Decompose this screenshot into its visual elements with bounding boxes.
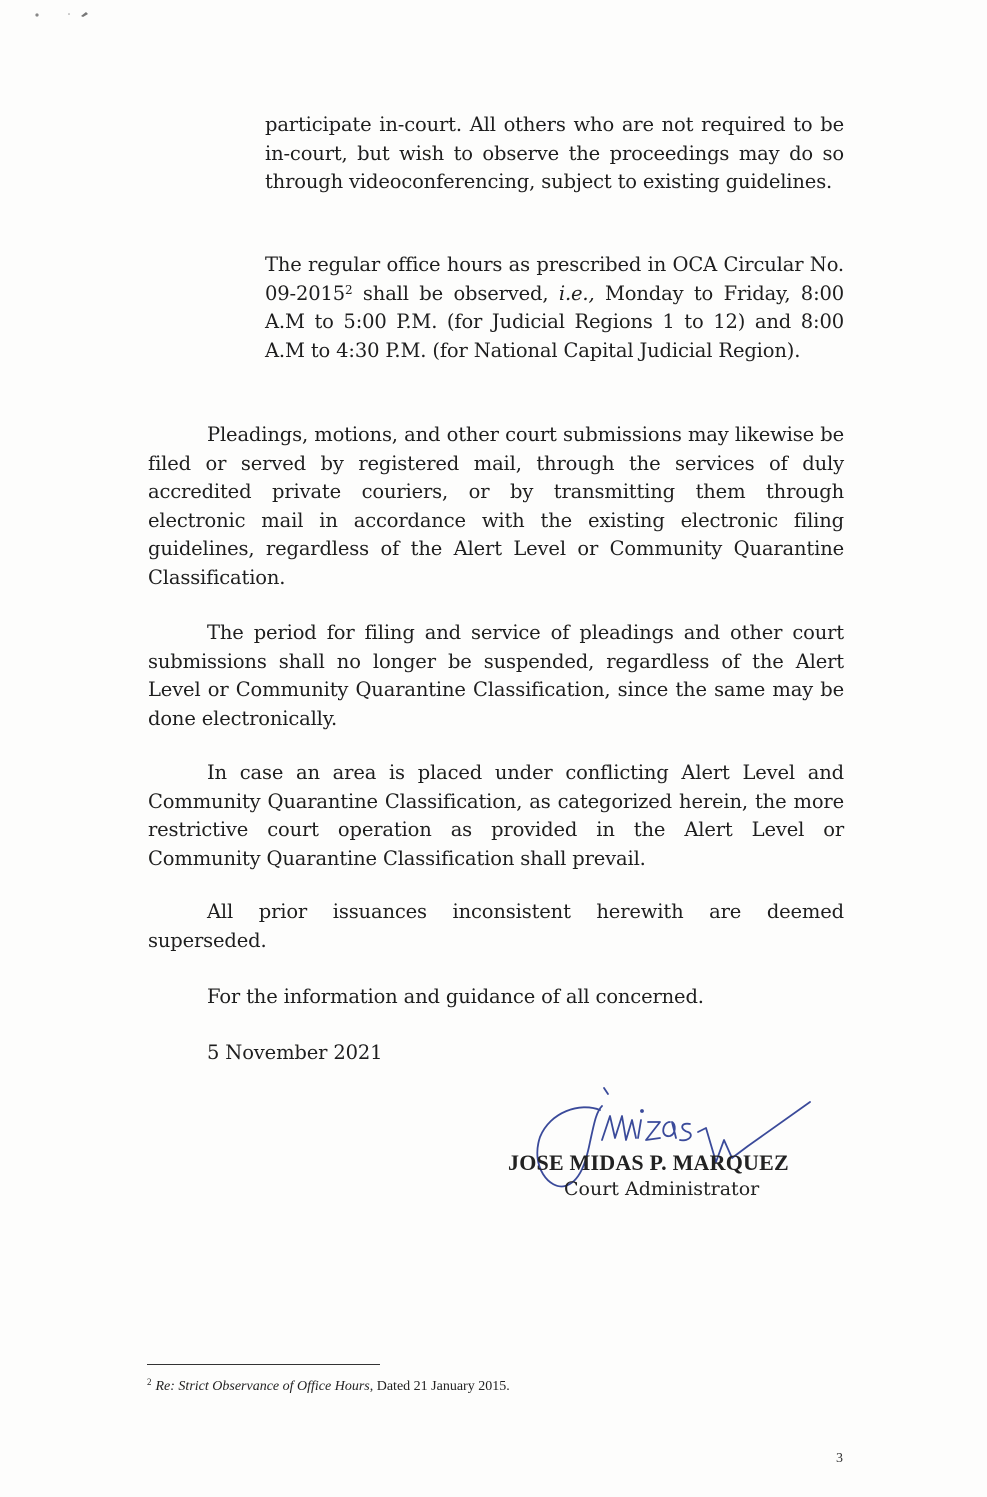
office-hours-text-a: The regular office hours as prescribed in OCA Circular No. 09-2015 xyxy=(265,253,844,305)
paragraph-closing: For the information and guidance of all concerned. xyxy=(207,985,704,1008)
scan-speck-marks xyxy=(30,8,100,22)
paragraph-superseded: All prior issuances inconsistent herewith are deemed superseded. xyxy=(148,900,844,952)
document-date: 5 November 2021 xyxy=(207,1041,383,1064)
footnote-marker: 2 xyxy=(147,1377,152,1387)
paragraph-office-hours xyxy=(265,251,844,365)
footnote-reference[interactable]: 2 xyxy=(344,282,353,297)
footnote-title: Re: Strict Observance of Office Hours xyxy=(155,1379,370,1394)
office-hours-ie: i.e., xyxy=(558,281,595,305)
footnote-separator xyxy=(147,1364,380,1365)
office-hours-text-c: Monday to Friday, 8:00 A.M to 5:00 P.M. (for Judicial Regions 1 to 12) and 8:00 A.M to 4:30 P.M. (for National Capital Judicial Region). xyxy=(265,281,844,362)
paragraph-pleadings-filing: Pleadings, motions, and other court submissions may likewise be filed or served by registered mail, through the services of duly accredited private couriers, or by transmitting them through electronic mail in accordance with the existing electronic filing guidelines, regardless of the Alert Level or Community Quarantine Classification. xyxy=(148,423,844,589)
signatory-name: JOSE MIDAS P. MARQUEZ xyxy=(508,1150,789,1175)
paragraph-virtual-observation: participate in-court. All others who are not required to be in-court, but wish to observe the proceedings may do so through videoconferencing, subject to existing guidelines. xyxy=(265,113,844,194)
paragraph-conflicting-classification: In case an area is placed under conflicting Alert Level and Community Quarantine Classification, as categorized herein, the more restrictive court operation as provided in the Alert Level or Community Quarantine Classification shall prevail. xyxy=(148,761,844,870)
paragraph-filing-period: The period for filing and service of pleadings and other court submissions shall no longer be suspended, regardless of the Alert Level or Community Quarantine Classification, since the same may be done electronically. xyxy=(148,621,844,730)
office-hours-text-b: shall be observed, xyxy=(352,281,559,305)
page-number: 3 xyxy=(836,1451,843,1466)
signatory-title: Court Administrator xyxy=(564,1178,760,1200)
footnote-date: , Dated 21 January 2015. xyxy=(369,1379,510,1394)
footnote xyxy=(147,1379,510,1395)
